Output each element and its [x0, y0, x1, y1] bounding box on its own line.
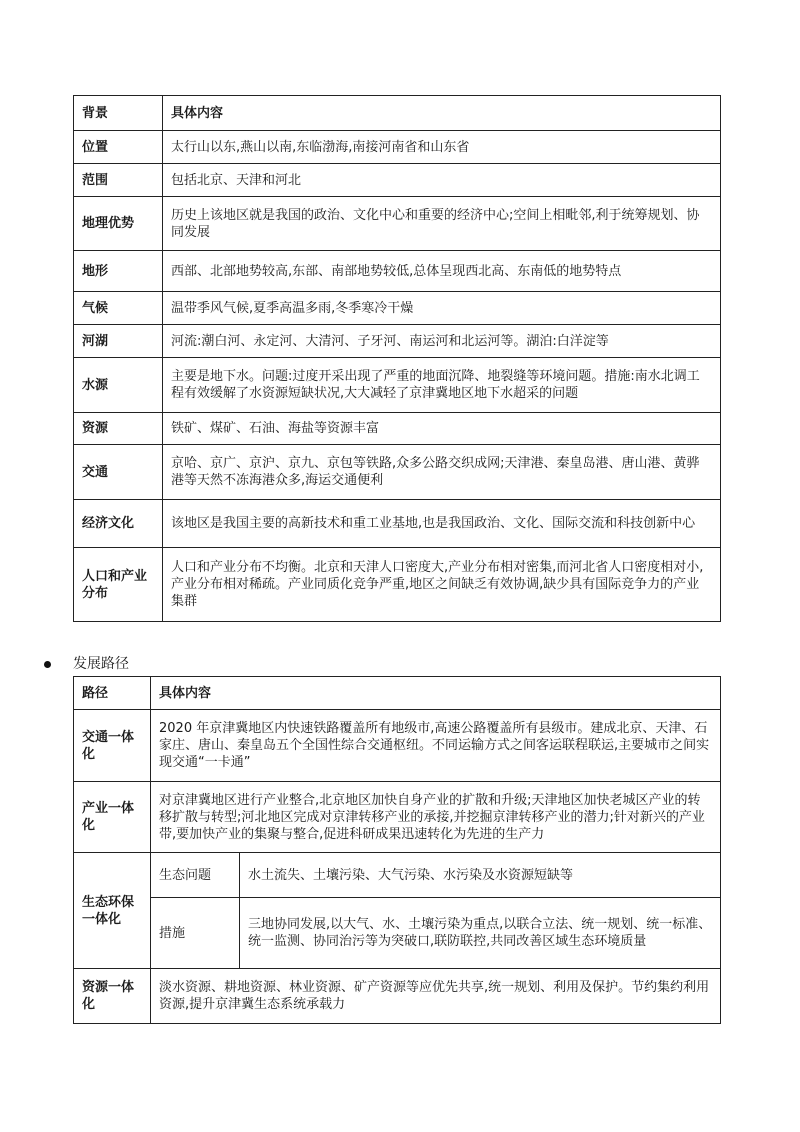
row-content: 淡水资源、耕地资源、林业资源、矿产资源等应优先共享,统一规划、利用及保护。节约集约利用资源,提升京津冀生态系统承载力 — [151, 969, 721, 1024]
bullet-heading — [44, 653, 129, 673]
sub-content: 水土流失、土壤污染、大气污染、水污染及水资源短缺等 — [240, 853, 721, 898]
header-background: 背景 — [74, 96, 163, 131]
table-row — [74, 197, 721, 251]
row-content: 太行山以东,燕山以南,东临渤海,南接河南省和山东省 — [163, 131, 721, 164]
row-label: 资源一体化 — [74, 969, 151, 1024]
row-label: 资源 — [74, 413, 163, 445]
sub-label: 生态问题 — [151, 853, 240, 898]
table-row — [74, 164, 721, 197]
bullet-title: 发展路径 — [73, 656, 129, 672]
row-content: 包括北京、天津和河北 — [163, 164, 721, 197]
table-row — [74, 445, 721, 500]
table-row — [74, 853, 721, 898]
row-label: 位置 — [74, 131, 163, 164]
row-content: 铁矿、煤矿、石油、海盐等资源丰富 — [163, 413, 721, 445]
row-label: 经济文化 — [74, 500, 163, 548]
table-row — [74, 782, 721, 853]
row-label: 地形 — [74, 251, 163, 292]
row-content: 2020 年京津冀地区内快速铁路覆盖所有地级市,高速公路覆盖所有县级市。建成北京、天津、石家庄、唐山、秦皇岛五个全国性综合交通枢纽。不同运输方式之间客运联程联运,主要城市之间实现交通“一卡通” — [151, 710, 721, 782]
sub-content: 三地协同发展,以大气、水、土壤污染为重点,以联合立法、统一规划、统一标准、统一监测、协同治污等为突破口,联防联控,共同改善区域生态环境质量 — [240, 898, 721, 969]
table-row — [74, 358, 721, 413]
row-content: 主要是地下水。问题:过度开采出现了严重的地面沉降、地裂缝等环境问题。措施:南水北调工程有效缓解了水资源短缺状况,大大减轻了京津冀地区地下水超采的问题 — [163, 358, 721, 413]
header-content: 具体内容 — [163, 96, 721, 131]
row-content: 温带季风气候,夏季高温多雨,冬季寒冷干燥 — [163, 292, 721, 325]
row-content: 历史上该地区就是我国的政治、文化中心和重要的经济中心;空间上相毗邻,利于统筹规划、协同发展 — [163, 197, 721, 251]
row-label: 交通一体化 — [74, 710, 151, 782]
table-row — [74, 548, 721, 622]
header-content: 具体内容 — [151, 677, 721, 710]
row-label: 产业一体化 — [74, 782, 151, 853]
row-label: 交通 — [74, 445, 163, 500]
row-content: 该地区是我国主要的高新技术和重工业基地,也是我国政治、文化、国际交流和科技创新中心 — [163, 500, 721, 548]
row-label: 范围 — [74, 164, 163, 197]
table-row — [74, 710, 721, 782]
row-content: 人口和产业分布不均衡。北京和天津人口密度大,产业分布相对密集,而河北省人口密度相对小,产业分布相对稀疏。产业同质化竞争严重,地区之间缺乏有效协调,缺少具有国际竞争力的产业集群 — [163, 548, 721, 622]
sub-label: 措施 — [151, 898, 240, 969]
bullet-dot-icon — [44, 661, 51, 668]
row-label: 气候 — [74, 292, 163, 325]
path-table — [73, 676, 721, 1024]
row-content: 西部、北部地势较高,东部、南部地势较低,总体呈现西北高、东南低的地势特点 — [163, 251, 721, 292]
background-table — [73, 95, 721, 622]
table-header-row — [74, 677, 721, 710]
table-row — [74, 251, 721, 292]
row-label: 河湖 — [74, 325, 163, 358]
row-label: 水源 — [74, 358, 163, 413]
row-content: 京哈、京广、京沪、京九、京包等铁路,众多公路交织成网;天津港、秦皇岛港、唐山港、黄骅港等天然不冻海港众多,海运交通便利 — [163, 445, 721, 500]
table-row — [74, 500, 721, 548]
table-row — [74, 131, 721, 164]
header-path: 路径 — [74, 677, 151, 710]
row-label: 生态环保一体化 — [74, 853, 151, 969]
row-content: 河流:潮白河、永定河、大清河、子牙河、南运河和北运河等。湖泊:白洋淀等 — [163, 325, 721, 358]
table-row — [74, 969, 721, 1024]
table-row — [74, 325, 721, 358]
table-row — [74, 292, 721, 325]
table-row — [74, 898, 721, 969]
table-row — [74, 413, 721, 445]
row-content: 对京津冀地区进行产业整合,北京地区加快自身产业的扩散和升级;天津地区加快老城区产业的转移扩散与转型;河北地区完成对京津转移产业的承接,并挖掘京津转移产业的潜力;针对新兴的产业带,要加快产业的集聚与整合,促进科研成果迅速转化为先进的生产力 — [151, 782, 721, 853]
row-label: 地理优势 — [74, 197, 163, 251]
table-header-row — [74, 96, 721, 131]
row-label: 人口和产业分布 — [74, 548, 163, 622]
